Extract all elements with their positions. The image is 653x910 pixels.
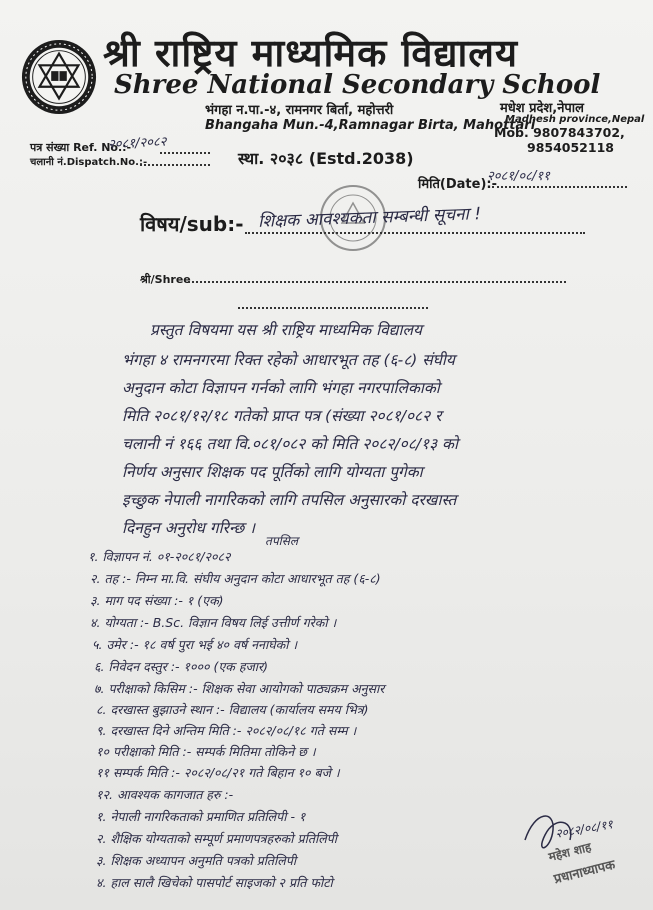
detail-item: ३. शिक्षक अध्यापन अनुमति पत्रको प्रतिलिपी bbox=[96, 853, 297, 868]
detail-item: ३. माग पद संख्या :- १ (एक) bbox=[90, 593, 224, 608]
established-year: स्था. २०३८ (Estd.2038) bbox=[238, 149, 414, 168]
body-line: चलानी नं १६६ तथा वि.०८१/०८२ को मिति २०८२/०८/१३ को bbox=[122, 435, 458, 453]
detail-item: ८. दरखास्त बुझाउने स्थान :- विद्यालय (कार्यालय समय भित्र) bbox=[96, 702, 369, 717]
school-name-english: Shree National Secondary School bbox=[114, 70, 601, 100]
dispatch-dotline bbox=[140, 164, 210, 166]
body-line: प्रस्तुत विषयमा यस श्री राष्ट्रिय माध्यमिक विद्यालय bbox=[150, 321, 423, 339]
signature-date: २०८२/०८/११ bbox=[554, 817, 614, 841]
school-logo-icon bbox=[20, 38, 98, 116]
mobile-number-2: 9854052118 bbox=[527, 140, 614, 155]
detail-item: १० परीक्षाको मिति :- सम्पर्क मितिमा तोकिने छ । bbox=[96, 744, 316, 759]
province-english: Madhesh province,Nepal bbox=[505, 114, 645, 125]
date-dotline bbox=[492, 186, 627, 188]
shree-label: श्री/Shree bbox=[140, 273, 191, 286]
tapasil-heading: तपसिल bbox=[265, 534, 299, 548]
shree-dotline-1 bbox=[188, 281, 566, 283]
ref-dotline bbox=[160, 152, 210, 154]
subject-value: शिक्षक आवश्यकता सम्बन्धी सूचना ! bbox=[257, 204, 482, 232]
signature-title: प्रधानाध्यापक bbox=[552, 857, 617, 888]
signature-name: महेश शाह bbox=[547, 839, 593, 865]
body-line: मिति २०८१/१२/१८ गतेको प्राप्त पत्र (संख्या २०८१/०८२ र bbox=[122, 407, 442, 425]
body-line: दिनहुन अनुरोध गरिन्छ । bbox=[122, 519, 256, 537]
body-line: अनुदान कोटा विज्ञापन गर्नको लागि भंगहा नगरपालिकाको bbox=[122, 379, 440, 397]
date-label: मिति(Date):- bbox=[418, 177, 497, 192]
detail-item: १. नेपाली नागरिकताको प्रमाणित प्रतिलिपी - १ bbox=[96, 809, 306, 824]
detail-item: ४. योग्यता :- B.Sc. विज्ञान विषय लिई उत्तीर्ण गरेको । bbox=[90, 615, 337, 630]
date-value: २०८१/०८/११ bbox=[487, 169, 550, 184]
detail-item: २. शैक्षिक योग्यताको सम्पूर्ण प्रमाणपत्रहरुको प्रतिलिपी bbox=[96, 831, 338, 846]
subject-dotline bbox=[245, 232, 585, 234]
body-line: निर्णय अनुसार शिक्षक पद पूर्तिको लागि योग्यता पुगेका bbox=[122, 463, 423, 481]
ref-label: पत्र संख्या Ref. No.:- bbox=[30, 141, 132, 154]
address-nepali: भंगहा न.पा.-४, रामनगर बिर्ता, महोत्तरी bbox=[205, 103, 394, 118]
province-nepali: मधेश प्रदेश,नेपाल bbox=[500, 101, 584, 116]
detail-item: १२. आवश्यक कागजात हरु :- bbox=[96, 787, 234, 802]
mobile-number-1: Mob. 9807843702, bbox=[494, 125, 625, 140]
detail-item: ७. परीक्षाको किसिम :- शिक्षक सेवा आयोगको पाठ्यक्रम अनुसार bbox=[94, 681, 385, 696]
detail-item: ५. उमेर :- १८ वर्ष पुरा भई ४० वर्ष ननाघेको । bbox=[92, 637, 298, 652]
detail-item: ४. हाल सालै खिचेको पासपोर्ट साइजको २ प्रति फोटो bbox=[96, 875, 333, 890]
subject-label: विषय/sub:- bbox=[140, 212, 244, 236]
school-name-nepali: श्री राष्ट्रिय माध्यमिक विद्यालय bbox=[103, 31, 519, 75]
detail-item: १. विज्ञापन नं. ०१-२०८१/२०८२ bbox=[88, 549, 231, 564]
ref-value: २०८१/२०८२ bbox=[107, 134, 167, 153]
body-line: इच्छुक नेपाली नागरिकको लागि तपसिल अनुसारको दरखास्त bbox=[122, 491, 457, 509]
shree-dotline-2 bbox=[238, 307, 428, 309]
dispatch-label: चलानी नं.Dispatch.No.:- bbox=[30, 157, 148, 168]
detail-item: ११ सम्पर्क मिति :- २०८२/०८/२१ गते बिहान १० बजे । bbox=[96, 765, 340, 780]
address-english: Bhangaha Mun.-4,Ramnagar Birta, Mahottari bbox=[205, 118, 536, 133]
detail-item: ६. निवेदन दस्तुर :- १००० (एक हजार) bbox=[94, 659, 269, 674]
detail-item: ९. दरखास्त दिने अन्तिम मिति :- २०८२/०८/१८ गते सम्म । bbox=[96, 723, 357, 738]
body-line: भंगहा ४ रामनगरमा रिक्त रहेको आधारभूत तह (६-८) संघीय bbox=[122, 351, 455, 369]
detail-item: २. तह :- निम्न मा.वि. संघीय अनुदान कोटा आधारभूत तह (६-८) bbox=[90, 571, 381, 586]
